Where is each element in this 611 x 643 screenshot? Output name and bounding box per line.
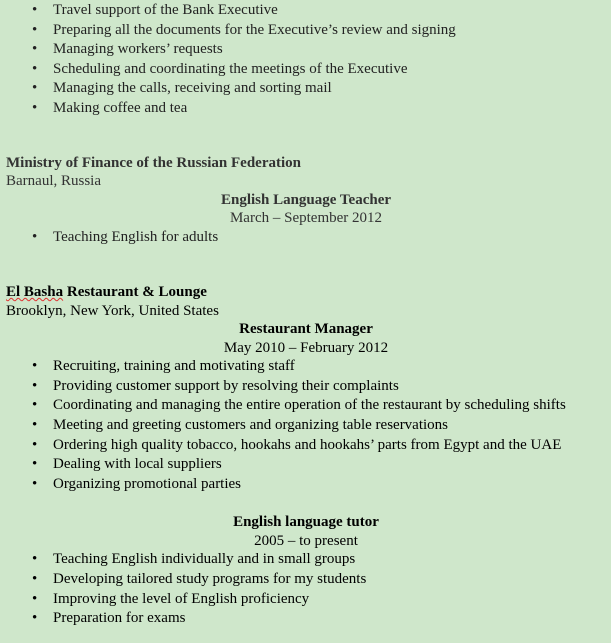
employer-name: Ministry of Finance of the Russian Federation	[6, 154, 301, 171]
bullet-icon: •	[32, 475, 38, 492]
job-dates: March – September 2012	[229, 210, 383, 227]
list-item	[6, 550, 606, 570]
list-item	[6, 79, 606, 99]
list-item-text: Managing workers’ requests	[53, 41, 223, 58]
list-item	[6, 21, 606, 41]
resume-document	[6, 1, 606, 629]
job-title: English language tutor	[233, 514, 379, 531]
bullet-icon: •	[32, 228, 38, 245]
list-item	[6, 99, 606, 119]
list-item-text: Teaching English individually and in small groups	[53, 551, 356, 568]
bullet-icon: •	[32, 41, 38, 58]
bullet-icon: •	[32, 590, 38, 607]
list-item	[6, 570, 606, 590]
bullet-icon: •	[32, 80, 38, 97]
bullet-icon: •	[32, 397, 38, 414]
list-item	[6, 357, 606, 377]
list-item	[6, 377, 606, 397]
list-item	[6, 1, 606, 21]
list-item-text: Improving the level of English proficiency	[53, 590, 310, 607]
list-item	[6, 436, 606, 456]
list-item	[6, 396, 606, 416]
employer-name-rest: Restaurant & Lounge	[63, 284, 207, 301]
employer-location: Barnaul, Russia	[6, 173, 101, 190]
bullet-icon: •	[32, 551, 38, 568]
job-dates: May 2010 – February 2012	[223, 339, 389, 356]
list-item-text: Scheduling and coordinating the meetings of the Executive	[53, 60, 408, 77]
list-item	[6, 455, 606, 475]
bullet-icon: •	[32, 436, 38, 453]
list-item-text: Recruiting, training and motivating staff	[53, 358, 295, 375]
list-item-text: Developing tailored study programs for my students	[53, 570, 367, 587]
job-title: English Language Teacher	[220, 191, 392, 208]
job-title: Restaurant Manager	[239, 321, 373, 338]
list-item-text: Coordinating and managing the entire operation of the restaurant by scheduling shifts	[53, 397, 566, 414]
list-item-text: Managing the calls, receiving and sorting mail	[53, 80, 332, 97]
bullet-icon: •	[32, 60, 38, 77]
misspelled-word[interactable]: El Basha	[6, 284, 64, 301]
job-dates: 2005 – to present	[254, 532, 358, 549]
list-item-text: Preparation for exams	[53, 610, 186, 627]
bullet-icon: •	[32, 2, 38, 18]
list-item-text: Meeting and greeting customers and organizing table reservations	[53, 416, 449, 433]
bullet-icon: •	[32, 358, 38, 375]
list-item-text: Organizing promotional parties	[53, 475, 242, 492]
ministry-duties-list	[6, 228, 606, 248]
list-item-text: Travel support of the Bank Executive	[53, 2, 278, 18]
employer-location: Brooklyn, New York, United States	[6, 302, 219, 319]
list-item-text: Dealing with local suppliers	[53, 456, 222, 473]
bullet-icon: •	[32, 610, 38, 627]
list-item	[6, 590, 606, 610]
elbasha-job	[6, 283, 606, 629]
list-item-text: Ordering high quality tobacco, hookahs and hookahs’ parts from Egypt and the UAE	[53, 436, 562, 453]
list-item-text: Preparing all the documents for the Executive’s review and signing	[53, 21, 456, 38]
bullet-icon: •	[32, 99, 38, 116]
list-item-text: Providing customer support by resolving their complaints	[53, 377, 399, 394]
ministry-job	[6, 154, 606, 248]
bullet-icon: •	[32, 377, 38, 394]
bullet-icon: •	[32, 416, 38, 433]
bullet-icon: •	[32, 21, 38, 38]
employer-name	[6, 283, 606, 302]
list-item	[6, 609, 606, 629]
list-item	[6, 475, 606, 495]
bullet-icon: •	[32, 456, 38, 473]
list-item	[6, 416, 606, 436]
list-item	[6, 40, 606, 60]
bullet-icon: •	[32, 570, 38, 587]
list-item-text: Making coffee and tea	[53, 99, 188, 116]
list-item	[6, 60, 606, 80]
bank-duties-list	[6, 1, 606, 119]
tutor-duties-list	[6, 550, 606, 628]
list-item-text: Teaching English for adults	[53, 228, 219, 245]
elbasha-duties-list	[6, 357, 606, 494]
list-item	[6, 228, 606, 248]
